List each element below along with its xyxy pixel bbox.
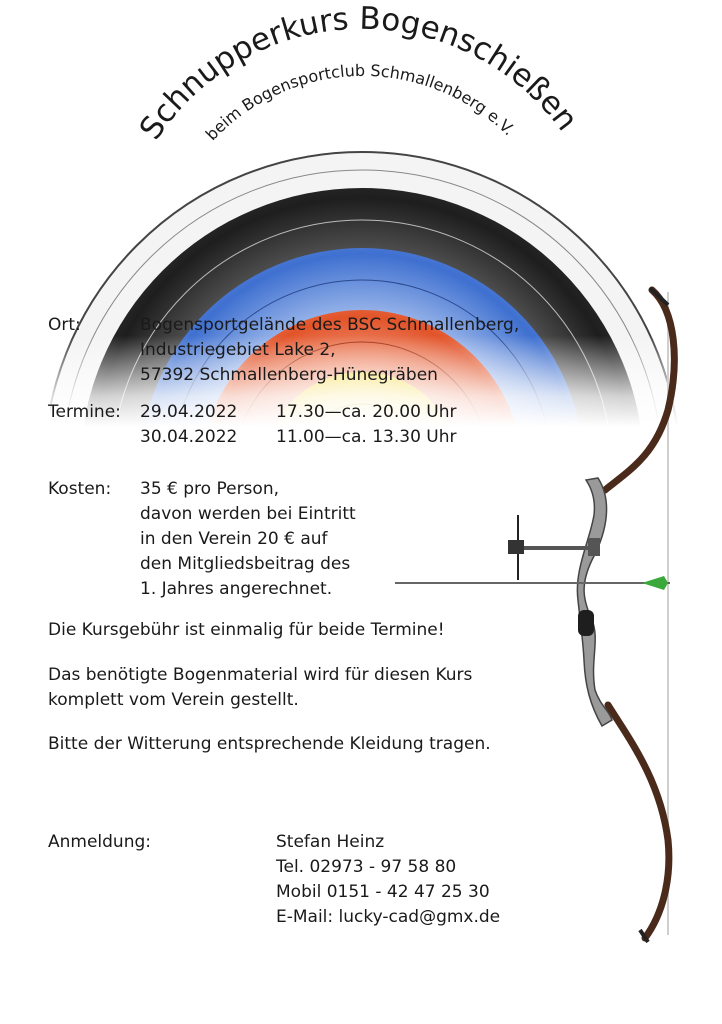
contact-phone: Tel. 02973 - 97 58 80 [276, 857, 457, 877]
address-line: Bogensportgelände des BSC Schmallenberg, [140, 315, 520, 335]
address-line: Industriegebiet Lake 2, [140, 340, 336, 360]
costs-line: davon werden bei Eintritt [140, 504, 356, 524]
date-entry: 30.04.2022 [140, 427, 238, 447]
contact-mobile: Mobil 0151 - 42 47 25 30 [276, 882, 490, 902]
costs-line: 35 € pro Person, [140, 479, 279, 499]
fee-note: Die Kursgebühr ist einmalig für beide Termine! [48, 620, 445, 640]
bow-upper-limb [605, 290, 674, 490]
location-label: Ort: [48, 315, 81, 335]
contact-name: Stefan Heinz [276, 832, 385, 852]
bow-lower-limb [608, 705, 669, 938]
costs-line: den Mitgliedsbeitrag des [140, 554, 351, 574]
material-line: komplett vom Verein gestellt. [48, 690, 299, 710]
clothing-note: Bitte der Witterung entsprechende Kleidung tragen. [48, 734, 491, 754]
dates-list [140, 400, 237, 450]
page-title: Schnupperkurs Bogenschießen [132, 0, 585, 147]
time-entry: 17.30—ca. 20.00 Uhr [276, 402, 457, 422]
bow-riser [577, 478, 612, 726]
costs-line: 1. Jahres angerechnet. [140, 579, 333, 599]
page-subtitle: beim Bogensportclub Schmallenberg e.V. [201, 60, 519, 145]
costs-label: Kosten: [48, 479, 112, 499]
contact-email: E-Mail: lucky-cad@gmx.de [276, 907, 501, 927]
location-address [140, 313, 519, 388]
time-entry: 11.00—ca. 13.30 Uhr [276, 427, 457, 447]
material-note [48, 663, 472, 713]
costs-line: in den Verein 20 € auf [140, 529, 328, 549]
costs-details [140, 477, 356, 602]
registration-contact [276, 830, 500, 930]
arrow-fletching [642, 576, 668, 590]
dates-label: Termine: [48, 402, 121, 422]
registration-label: Anmeldung: [48, 832, 152, 852]
date-entry: 29.04.2022 [140, 402, 238, 422]
material-line: Das benötigte Bogenmaterial wird für diesen Kurs [48, 665, 473, 685]
times-list [276, 400, 457, 450]
address-line: 57392 Schmallenberg-Hünegräben [140, 365, 438, 385]
